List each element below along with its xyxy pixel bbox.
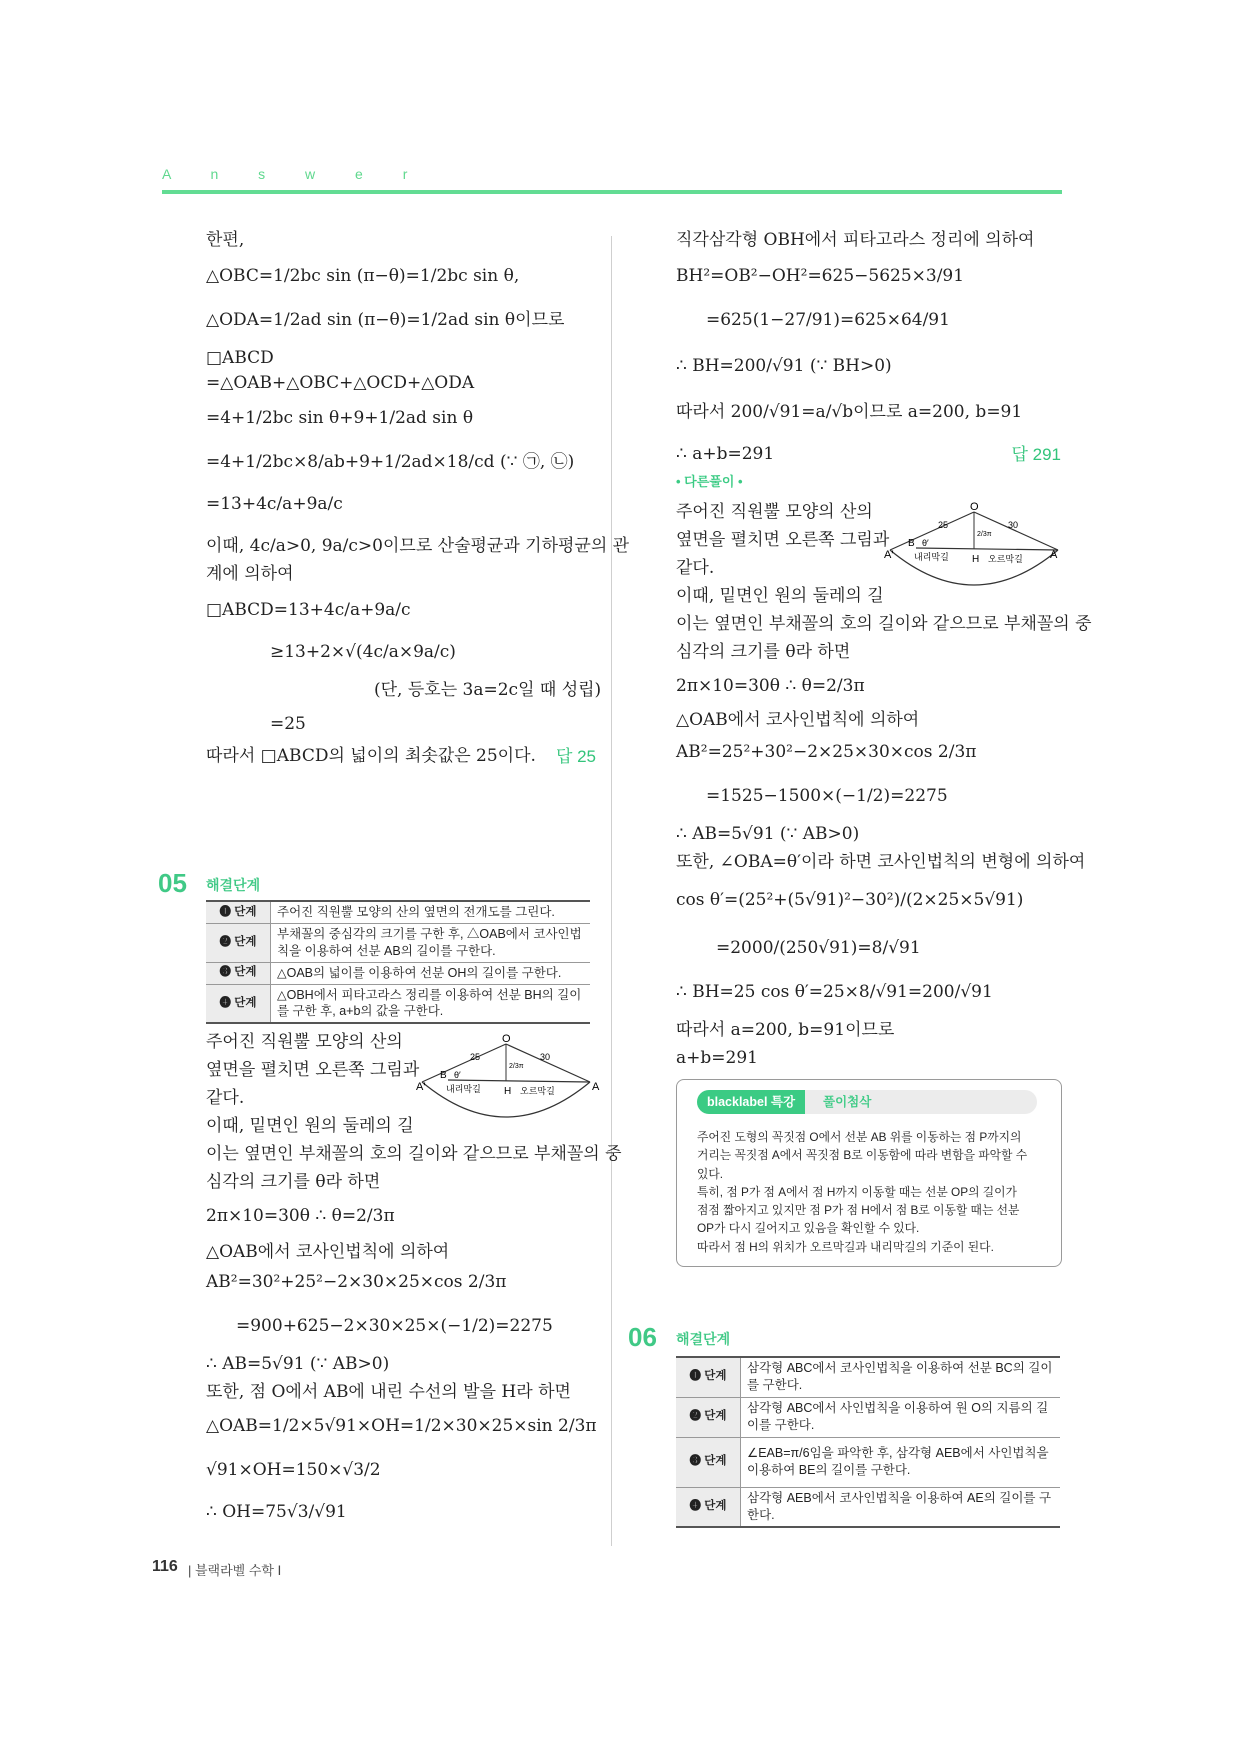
column-divider xyxy=(611,236,612,1546)
step-label: ❷ 단계 xyxy=(676,1397,741,1437)
step-text: △OBH에서 피타고라스 정리를 이용하여 선분 BH의 길이를 구한 후, a+b의 값을 구한다. xyxy=(271,984,591,1023)
label-30: 30 xyxy=(540,1052,551,1062)
text-line: 주어진 도형의 꼭짓점 O에서 선분 AB 위를 이동하는 점 P까지의 xyxy=(697,1130,1022,1144)
label-25: 25 xyxy=(938,520,949,530)
math-line: ≥13+2×√(4c/a×9a/c) xyxy=(270,642,456,662)
math-line: =13+4c/a+9a/c xyxy=(206,494,343,514)
alt-solution-label: • 다른풀이 • xyxy=(676,474,743,489)
label-B: B xyxy=(908,538,915,549)
math-line: =4+1/2bc sin θ+9+1/2ad sin θ xyxy=(206,408,474,428)
math-line: △OAB=1/2×5√91×OH=1/2×30×25×sin 2/3π xyxy=(206,1416,597,1436)
text-line: 심각의 크기를 θ라 하면 xyxy=(676,642,851,662)
step-text: ∠EAB=π/6임을 파악한 후, 삼각형 AEB에서 사인법칙을 이용하여 BE의 길이를 구한다. xyxy=(741,1437,1061,1487)
text-line: 이는 옆면인 부채꼴의 호의 길이와 같으므로 부채꼴의 중 xyxy=(676,614,1092,634)
table-row xyxy=(676,1397,1060,1437)
math-line: =4+1/2bc×8/ab+9+1/2ad×18/cd (∵ ㉠, ㉡) xyxy=(206,452,575,472)
text-line: △OAB에서 코사인법칙에 의하여 xyxy=(676,710,920,730)
math-line: ∴ a+b=291 xyxy=(676,444,775,464)
text-line: 있다. xyxy=(697,1166,724,1181)
steps-table xyxy=(676,1356,1060,1528)
header-label: A n s w e r xyxy=(162,166,426,182)
math-line: ∴ BH=200/√91 (∵ BH>0) xyxy=(676,356,892,376)
math-line: ∴ AB=5√91 (∵ AB>0) xyxy=(206,1354,390,1374)
step-text: 삼각형 ABC에서 사인법칙을 이용하여 원 O의 지름의 길이를 구한다. xyxy=(741,1397,1061,1437)
math-line: 2π×10=30θ ∴ θ=2/3π xyxy=(676,676,865,696)
text-line: 따라서 점 H의 위치가 오르막길과 내리막길의 기준이 된다. xyxy=(697,1239,994,1254)
blacklabel-subtag: 풀이첨삭 xyxy=(823,1095,872,1109)
step-label: ❸ 단계 xyxy=(206,962,271,984)
step-label: ❶ 단계 xyxy=(206,901,271,923)
label-25: 25 xyxy=(470,1052,481,1062)
step-label: ❸ 단계 xyxy=(676,1437,741,1487)
left-column xyxy=(206,228,630,788)
table-row xyxy=(676,1487,1060,1527)
text-line: 점점 짧아지고 있지만 점 P가 점 H에서 점 B로 이동할 때는 선분 xyxy=(697,1203,1020,1218)
page-number: 116 xyxy=(152,1558,178,1575)
answer-label: 답 25 xyxy=(555,747,596,766)
label-uphill: 오르막길 xyxy=(520,1086,555,1096)
label-B: B xyxy=(440,1070,447,1081)
math-line: △ODA=1/2ad sin (π−θ)=1/2ad sin θ이므로 xyxy=(206,310,565,330)
math-line: cos θ′=(25²+(5√91)²−30²)/(2×25×5√91) xyxy=(676,890,1024,910)
step-text: 부채꼴의 중심각의 크기를 구한 후, △OAB에서 코사인법칙을 이용하여 선분 AB의 길이를 구한다. xyxy=(271,923,591,962)
text-line: 한편, xyxy=(206,230,245,250)
text-line: 계에 의하여 xyxy=(206,564,294,584)
text-line: 주어진 직원뿔 모양의 산의 xyxy=(206,1032,403,1052)
table-row xyxy=(206,901,590,923)
blacklabel-box xyxy=(676,1079,1062,1267)
sector-figure xyxy=(884,500,1064,590)
text-line: 따라서 □ABCD의 넓이의 최솟값은 25이다. xyxy=(206,746,536,766)
step-label: ❹ 단계 xyxy=(206,984,271,1023)
header-rule xyxy=(162,190,1062,194)
section-label: 해결단계 xyxy=(676,1331,731,1347)
section-label: 해결단계 xyxy=(206,877,261,893)
text-line: 거리는 꼭짓점 A에서 꼭짓점 B로 이동함에 따라 변함을 파악할 수 xyxy=(697,1148,1028,1163)
label-H: H xyxy=(972,554,980,565)
step-label: ❷ 단계 xyxy=(206,923,271,962)
step-text: △OAB의 넓이를 이용하여 선분 OH의 길이를 구한다. xyxy=(271,962,591,984)
book-title: | 블랙라벨 수학 Ⅰ xyxy=(188,1563,282,1578)
label-H: H xyxy=(504,1086,512,1097)
label-theta: θ′ xyxy=(454,1070,461,1080)
math-line: a+b=291 xyxy=(676,1048,758,1068)
table-row xyxy=(676,1357,1060,1397)
label-A-prime: A′ xyxy=(884,549,894,561)
label-30: 30 xyxy=(1008,520,1019,530)
text-line: 이는 옆면인 부채꼴의 호의 길이와 같으므로 부채꼴의 중 xyxy=(206,1144,622,1164)
math-line: ∴ OH=75√3/√91 xyxy=(206,1502,347,1522)
step-text: 삼각형 AEB에서 코사인법칙을 이용하여 AE의 길이를 구한다. xyxy=(741,1487,1061,1527)
text-line: 옆면을 펼치면 오른쪽 그림과 xyxy=(206,1060,420,1080)
answer-label: 답 291 xyxy=(1011,445,1061,464)
math-line: =△OAB+△OBC+△OCD+△ODA xyxy=(206,373,475,393)
step-label: ❶ 단계 xyxy=(676,1357,741,1397)
math-line: BH²=OB²−OH²=625−5625×3/91 xyxy=(676,266,965,286)
text-line: 직각삼각형 OBH에서 피타고라스 정리에 의하여 xyxy=(676,230,1035,250)
text-line: 이때, 4c/a>0, 9a/c>0이므로 산술평균과 기하평균의 관 xyxy=(206,536,630,556)
math-line: =625(1−27/91)=625×64/91 xyxy=(706,310,950,330)
text-line: 옆면을 펼치면 오른쪽 그림과 xyxy=(676,530,890,550)
text-line: 또한, 점 O에서 AB에 내린 수선의 발을 H라 하면 xyxy=(206,1382,571,1402)
segment-OA-prime xyxy=(422,1044,506,1082)
text-line: 주어진 직원뿔 모양의 산의 xyxy=(676,502,873,522)
text-line: (단, 등호는 3a=2c일 때 성립) xyxy=(374,680,602,700)
label-O: O xyxy=(502,1033,511,1045)
segment-OA-prime xyxy=(890,512,974,550)
label-A-prime: A′ xyxy=(416,1081,426,1093)
math-line: 따라서 200/√91=a/√b이므로 a=200, b=91 xyxy=(676,402,1023,422)
blacklabel-tag: blacklabel 특강 xyxy=(697,1090,805,1114)
math-line: 2π×10=30θ ∴ θ=2/3π xyxy=(206,1206,395,1226)
math-line: □ABCD xyxy=(206,348,274,368)
math-line: ∴ BH=25 cos θ′=25×8/√91=200/√91 xyxy=(676,982,993,1002)
section-number: 06 xyxy=(628,1322,657,1352)
text-line: 또한, ∠OBA=θ′이라 하면 코사인법칙의 변형에 의하여 xyxy=(676,852,1086,872)
math-line: √91×OH=150×√3/2 xyxy=(206,1460,381,1480)
label-angle-center: 2/3π xyxy=(509,1063,524,1070)
step-text: 삼각형 ABC에서 코사인법칙을 이용하여 선분 BC의 길이를 구한다. xyxy=(741,1357,1061,1397)
math-line: =1525−1500×(−1/2)=2275 xyxy=(706,786,948,806)
text-line: 같다. xyxy=(206,1088,245,1108)
text-line: 같다. xyxy=(676,558,715,578)
math-line: AB²=25²+30²−2×25×30×cos 2/3π xyxy=(676,742,977,762)
label-O: O xyxy=(970,501,979,513)
label-uphill: 오르막길 xyxy=(988,554,1023,564)
sector-figure xyxy=(416,1032,600,1122)
text-line: 이때, 밑면인 원의 둘레의 길 xyxy=(676,586,884,606)
table-row xyxy=(206,923,590,962)
table-row xyxy=(206,984,590,1023)
section-number: 05 xyxy=(158,868,187,898)
steps-table xyxy=(206,900,590,1024)
text-line: OP가 다시 길어지고 있음을 확인할 수 있다. xyxy=(697,1221,920,1236)
text-line: 따라서 a=200, b=91이므로 xyxy=(676,1020,895,1040)
label-A: A xyxy=(592,1081,600,1093)
blacklabel-body xyxy=(697,1128,1042,1256)
label-theta: θ′ xyxy=(922,538,929,548)
text-line: △OAB에서 코사인법칙에 의하여 xyxy=(206,1242,450,1262)
table-row xyxy=(676,1437,1060,1487)
math-line: □ABCD=13+4c/a+9a/c xyxy=(206,600,411,620)
label-A: A xyxy=(1050,549,1058,561)
step-label: ❹ 단계 xyxy=(676,1487,741,1527)
math-line: =900+625−2×30×25×(−1/2)=2275 xyxy=(236,1316,553,1336)
label-downhill: 내리막길 xyxy=(914,552,949,562)
math-line: ∴ AB=5√91 (∵ AB>0) xyxy=(676,824,860,844)
segment-BA xyxy=(448,1080,590,1082)
label-downhill: 내리막길 xyxy=(446,1084,481,1094)
math-line: =25 xyxy=(270,714,306,734)
text-line: 특히, 점 P가 점 A에서 점 H까지 이동할 때는 선분 OP의 길이가 xyxy=(697,1184,1017,1199)
table-row xyxy=(206,962,590,984)
right-column xyxy=(676,228,1092,1078)
math-line: =2000/(250√91)=8/√91 xyxy=(716,938,921,958)
math-line: AB²=30²+25²−2×30×25×cos 2/3π xyxy=(206,1272,507,1292)
text-line: 이때, 밑면인 원의 둘레의 길 xyxy=(206,1116,414,1136)
step-text: 주어진 직원뿔 모양의 산의 옆면의 전개도를 그린다. xyxy=(271,901,591,923)
segment-BA xyxy=(916,548,1058,550)
math-line: △OBC=1/2bc sin (π−θ)=1/2bc sin θ, xyxy=(206,266,520,286)
label-angle-center: 2/3π xyxy=(977,531,992,538)
text-line: 심각의 크기를 θ라 하면 xyxy=(206,1172,381,1192)
